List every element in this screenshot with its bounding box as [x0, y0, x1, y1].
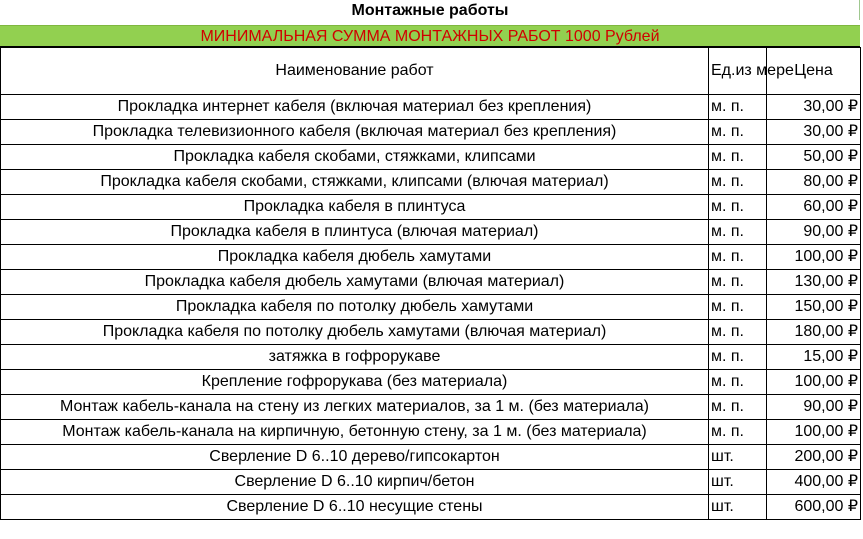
table-row — [1, 95, 861, 120]
cell-price: 80,00 ₽ — [767, 170, 861, 195]
cell-price: 100,00 ₽ — [767, 370, 861, 395]
cell-unit: м. п. — [709, 245, 767, 270]
table-row — [1, 270, 861, 295]
cell-unit: м. п. — [709, 170, 767, 195]
minimum-sum-banner — [0, 25, 860, 47]
table-row — [1, 195, 861, 220]
column-header-name: Наименование работ — [1, 48, 709, 95]
table-header-row — [1, 48, 861, 95]
cell-price: 180,00 ₽ — [767, 320, 861, 345]
cell-service-name: Прокладка телевизионного кабеля (включая материал без крепления) — [1, 120, 709, 145]
cell-unit: шт. — [709, 495, 767, 520]
cell-service-name: Монтаж кабель-канала на стену из легких материалов, за 1 м. (без материала) — [1, 395, 709, 420]
table-row — [1, 245, 861, 270]
cell-service-name: затяжка в гофрорукаве — [1, 345, 709, 370]
cell-service-name: Прокладка кабеля дюбель хамутами — [1, 245, 709, 270]
cell-gridline — [859, 0, 860, 20]
cell-unit: м. п. — [709, 295, 767, 320]
cell-service-name: Крепление гофрорукава (без материала) — [1, 370, 709, 395]
cell-service-name: Сверление D 6..10 несущие стены — [1, 495, 709, 520]
cell-unit: м. п. — [709, 395, 767, 420]
cell-service-name: Прокладка кабеля скобами, стяжками, клипсами — [1, 145, 709, 170]
cell-service-name: Прокладка кабеля по потолку дюбель хамутами — [1, 295, 709, 320]
cell-price: 90,00 ₽ — [767, 220, 861, 245]
cell-unit: шт. — [709, 470, 767, 495]
cell-unit: м. п. — [709, 320, 767, 345]
cell-price: 90,00 ₽ — [767, 395, 861, 420]
cell-service-name: Прокладка кабеля в плинтуса (влючая материал) — [1, 220, 709, 245]
table-row — [1, 370, 861, 395]
cell-price: 600,00 ₽ — [767, 495, 861, 520]
column-header-price: Цена — [767, 48, 861, 95]
table-row — [1, 220, 861, 245]
column-header-unit: Ед.из мере — [709, 48, 767, 95]
table-row — [1, 395, 861, 420]
cell-price: 50,00 ₽ — [767, 145, 861, 170]
cell-price: 60,00 ₽ — [767, 195, 861, 220]
cell-price: 15,00 ₽ — [767, 345, 861, 370]
minimum-sum-text: МИНИМАЛЬНАЯ СУММА МОНТАЖНЫХ РАБОТ 1000 Рублей — [200, 28, 660, 45]
cell-unit: м. п. — [709, 370, 767, 395]
cell-price: 200,00 ₽ — [767, 445, 861, 470]
cell-price: 30,00 ₽ — [767, 120, 861, 145]
cell-unit: м. п. — [709, 345, 767, 370]
cell-service-name: Прокладка кабеля дюбель хамутами (влючая материал) — [1, 270, 709, 295]
cell-price: 30,00 ₽ — [767, 95, 861, 120]
cell-unit: м. п. — [709, 120, 767, 145]
cell-unit: м. п. — [709, 95, 767, 120]
cell-unit: шт. — [709, 445, 767, 470]
cell-price: 400,00 ₽ — [767, 470, 861, 495]
table-row — [1, 170, 861, 195]
cell-unit: м. п. — [709, 195, 767, 220]
price-table — [0, 47, 861, 520]
cell-unit: м. п. — [709, 270, 767, 295]
cell-unit: м. п. — [709, 220, 767, 245]
cell-unit: м. п. — [709, 420, 767, 445]
cell-price: 150,00 ₽ — [767, 295, 861, 320]
table-row — [1, 495, 861, 520]
cell-service-name: Монтаж кабель-канала на кирпичную, бетонную стену, за 1 м. (без материала) — [1, 420, 709, 445]
table-row — [1, 145, 861, 170]
cell-service-name: Прокладка кабеля скобами, стяжками, клипсами (влючая материал) — [1, 170, 709, 195]
table-row — [1, 120, 861, 145]
cell-price: 100,00 ₽ — [767, 245, 861, 270]
table-row — [1, 345, 861, 370]
cell-service-name: Прокладка кабеля в плинтуса — [1, 195, 709, 220]
cell-service-name: Прокладка кабеля по потолку дюбель хамутами (влючая материал) — [1, 320, 709, 345]
cell-service-name: Прокладка интернет кабеля (включая материал без крепления) — [1, 95, 709, 120]
table-row — [1, 445, 861, 470]
cell-service-name: Сверление D 6..10 дерево/гипсокартон — [1, 445, 709, 470]
cell-unit: м. п. — [709, 145, 767, 170]
cell-price: 100,00 ₽ — [767, 420, 861, 445]
table-row — [1, 320, 861, 345]
cell-service-name: Сверление D 6..10 кирпич/бетон — [1, 470, 709, 495]
table-row — [1, 420, 861, 445]
cell-price: 130,00 ₽ — [767, 270, 861, 295]
table-row — [1, 470, 861, 495]
table-row — [1, 295, 861, 320]
page-title: Монтажные работы — [351, 2, 509, 19]
